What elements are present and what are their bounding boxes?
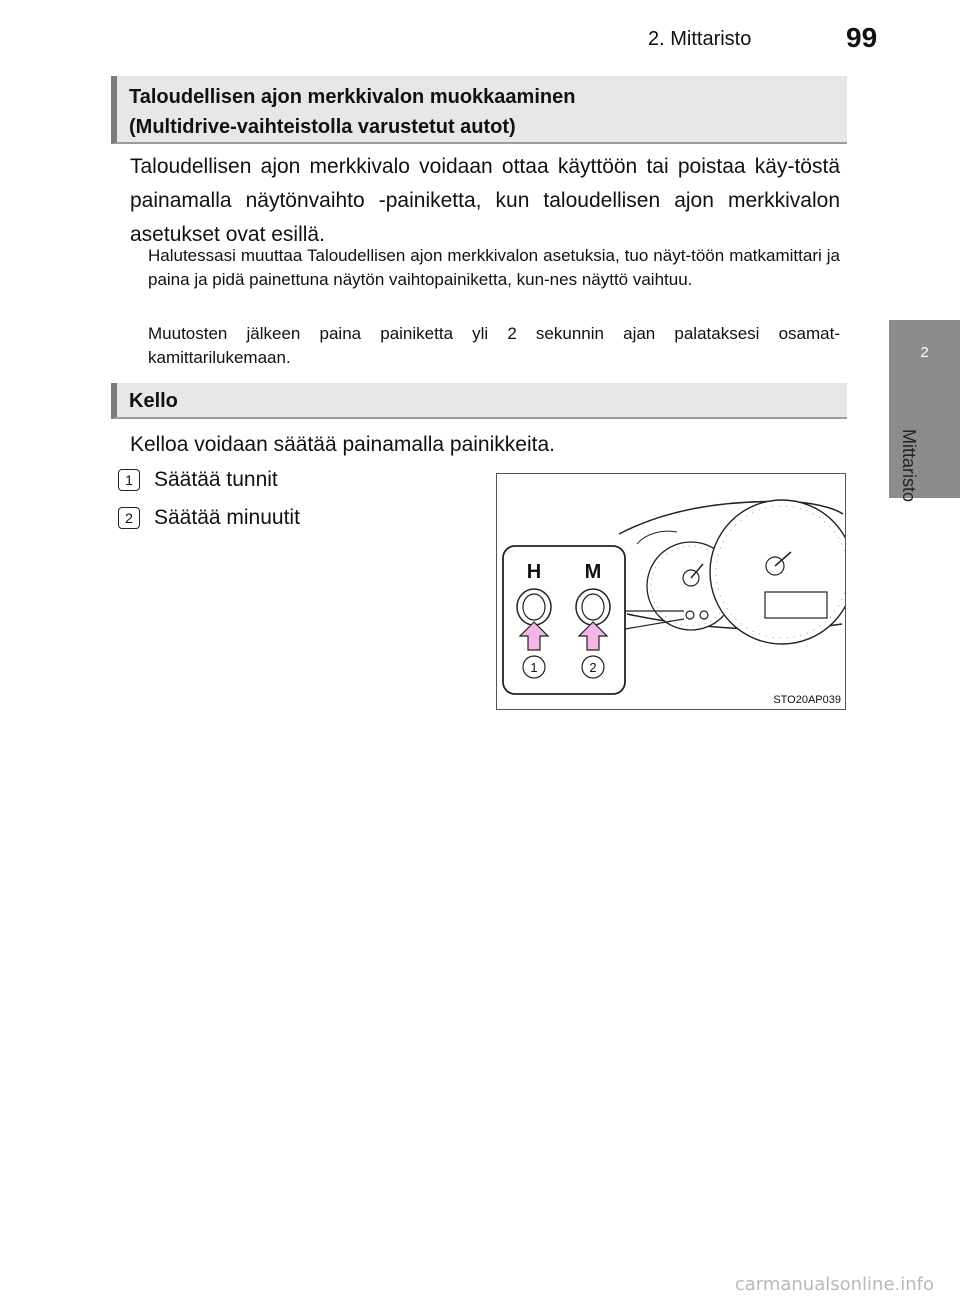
section1-body: Taloudellisen ajon merkkivalo voidaan ottaa käyttöön tai poistaa käy-töstä painamalla näytönvaihto -painiketta, kun taloudellisen ajon merkkivalon asetukset ovat esillä. [130,155,840,246]
section-title-line2: (Multidrive-vaihteistolla varustetut autot) [129,116,516,138]
chapter-label: Mittaristo [898,428,919,502]
step-item [118,506,300,530]
instrument-cluster-illustration [497,474,845,709]
section-title-line1: Taloudellisen ajon merkkivalon muokkaaminen [129,86,576,108]
section-heading-eco-indicator [111,76,847,144]
section1-note2: Muutosten jälkeen paina painiketta yli 2 sekunnin ajan palataksesi osamat-kamittarilukemaan. [148,324,840,367]
watermark-text: carmanualsonline.info [734,1274,934,1295]
figure-code: STO20AP039 [773,694,841,706]
callout-2: 2 [589,660,597,675]
section1-note1: Halutessasi muuttaa Taloudellisen ajon merkkivalon asetuksia, tuo näyt-töön matkamittari ja paina ja pidä painettuna näytön vaihtopainiketta, kun-nes näyttö vaihtuu. [148,246,840,289]
chapter-number: 2 [920,344,929,361]
button-h-label: H [526,561,542,583]
step-text: Säätää minuutit [154,506,300,529]
step-number: 1 [118,469,140,491]
clock-adjust-figure [496,473,846,710]
section-title: Kello [129,390,178,412]
section-heading-clock [111,383,847,419]
step-number: 2 [118,507,140,529]
step-text: Säätää tunnit [154,468,278,491]
section2-body: Kelloa voidaan säätää painamalla painikkeita. [130,433,555,456]
callout-1: 1 [530,660,538,675]
header-chapter: 2. Mittaristo [648,28,752,50]
button-m-label: M [584,561,602,583]
page-number: 99 [846,22,878,53]
chapter-side-label [888,420,928,510]
step-item [118,468,278,492]
